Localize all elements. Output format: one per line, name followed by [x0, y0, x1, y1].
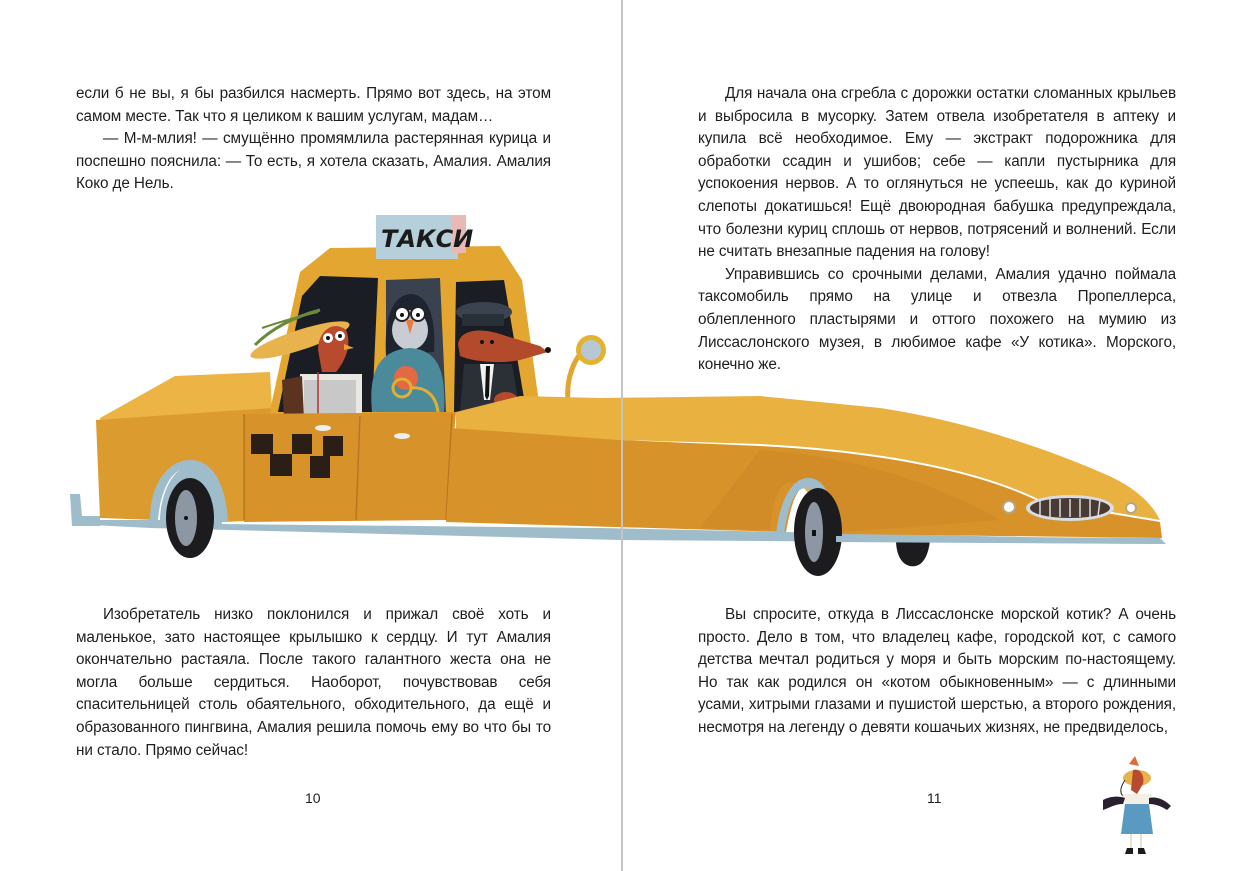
chicken-figure-illustration [1085, 750, 1185, 860]
paragraph: если б не вы, я бы разбился насмерть. Прямо вот здесь, на этом самом месте. Так что я целиком к вашим услугам, мадам… [76, 85, 551, 125]
front-wheel [794, 488, 842, 576]
right-page-bottom-text [698, 604, 1176, 740]
paragraph: — М-м-млия! — смущённо промямлила растерянная курица и поспешно пояснила: — То есть, я хотела сказать, Амалия. Амалия Коко де Нель. [76, 130, 551, 193]
left-page-bottom-text [76, 604, 551, 762]
rear-wheel [166, 478, 214, 558]
rear-bumper [70, 494, 100, 526]
door-handle [394, 433, 410, 439]
left-page-top-text [76, 83, 551, 196]
door-handle [315, 425, 331, 431]
paragraph: Изобретатель низко поклонился и прижал своё хоть и маленькое, зато настоящее крылышко к сердцу. И тут Амалия окончательно растаяла. После такого галантного жеста она не могла больше сердиться. Наоборот, почувствовав себя спасительницей столь обаятельного, обходительного, да ещё и образованного пингвина, Амалия решила помочь ему во что бы то ни стало. Прямо сейчас! [76, 606, 551, 759]
page-number: 10 [305, 790, 321, 806]
paragraph: Для начала она сгребла с дорожки остатки сломанных крыльев и выбросила в мусорку. Затем отвела изобретателя в аптеку и купила всё необходимое. Ему — экстракт подорожника для обработки ссадин и ушибов; себе — капли пустырника для успокоения нервов. А то оглянуться не успеешь, как до куриной слепоты докатишься! Ещё двоюродная бабушка предупреждала, что болезни куриц сплошь от нервов, потрясений и волнений. Если не считать внезапные падения на голову! [698, 85, 1176, 261]
book-gutter [621, 0, 623, 871]
page-number: 11 [927, 790, 942, 806]
taxi-sign-text: ТАКСИ [381, 225, 474, 253]
far-front-wheel [896, 540, 930, 566]
paragraph: Вы спросите, откуда в Лиссаслонске морской котик? А очень просто. Дело в том, что владелец кафе, городской кот, с самого детства мечтал родиться у моря и быть морским по-настоящему. Но так как родился он «котом обыкновенным» — с длинными усами, хитрыми глазами и пушистой шерстью, а второго рождения, несмотря на легенду о девяти кошачьих жизнях, не предвиделось, [698, 606, 1176, 736]
paragraph: Управившись со срочными делами, Амалия удачно поймала таксомобиль прямо на улице и отвезла Пропеллерса, облепленного пластырями и оттого похожего на мумию из Лиссаслонского музея, в любимое кафе «У котика». Морского, конечно же. [698, 265, 1176, 374]
